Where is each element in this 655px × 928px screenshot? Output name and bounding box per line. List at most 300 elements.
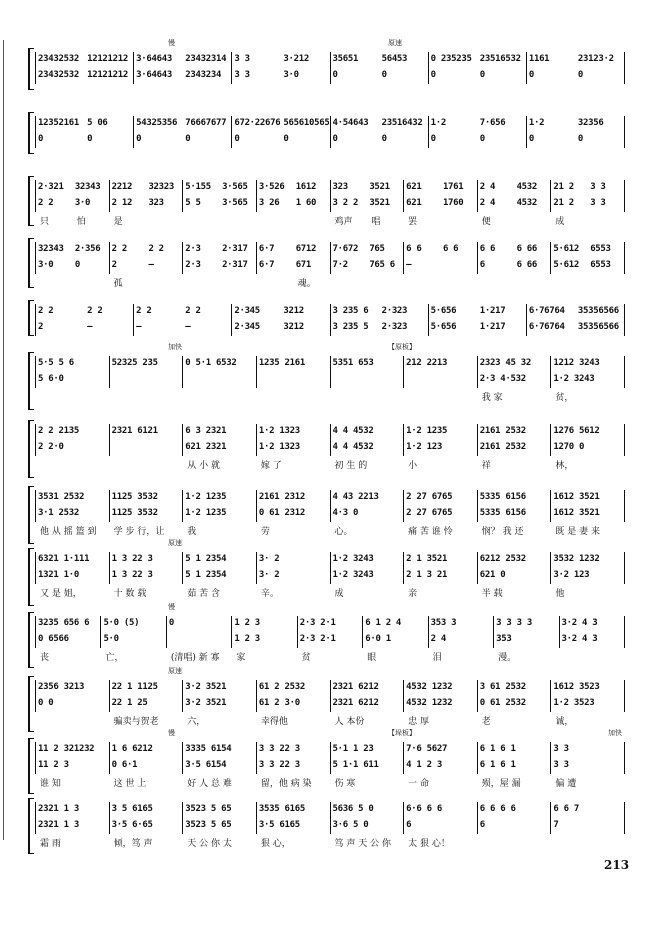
barline (330, 356, 331, 388)
barline (330, 680, 331, 712)
score-system (28, 667, 633, 732)
lyric-syllable: 初 生 的 (334, 461, 368, 471)
notation-cell: 3523 5 65 (185, 804, 232, 814)
notation-cell: — (87, 322, 93, 332)
notation-cell: 3 3 (590, 198, 606, 208)
notation-cell: 1·2 123 (406, 442, 442, 452)
notation-cell: 0 (74, 260, 80, 270)
barline (35, 242, 36, 274)
barline (428, 304, 429, 336)
barline (624, 304, 625, 336)
notation-cell: 35651 (332, 54, 359, 64)
notation-cell: 3·2 123 (553, 570, 590, 580)
barline (550, 424, 551, 456)
notation-cell: 6 6 6 6 (479, 804, 516, 814)
lyrics-line (36, 524, 633, 536)
notation-cell: 3·2 3521 (185, 682, 227, 692)
score-system (28, 176, 633, 226)
notation-cell: 3212 (283, 322, 304, 332)
notation-cell: 6 66 (516, 260, 538, 270)
lyrics-line (36, 776, 633, 788)
notation-cell: 5351 653 (332, 358, 374, 368)
notation-cell: 3 3 (234, 54, 250, 64)
notation-cell: 0 (332, 70, 338, 80)
lyric-syllable: 唱 (371, 217, 381, 227)
score-system (28, 112, 633, 154)
notation-cell: 2·356 (74, 244, 101, 254)
barline (35, 52, 36, 84)
barline (256, 680, 257, 712)
barline (624, 424, 625, 456)
barline (624, 742, 625, 774)
notation-cell: 5·612 (553, 260, 579, 270)
lyric-syllable: 人 本份 (334, 717, 365, 727)
lyric-syllable: 六， (187, 717, 206, 727)
notation-cell: 6 6 (442, 244, 459, 254)
barline (133, 116, 134, 148)
notation-cell: — (148, 260, 154, 270)
lyric-syllable: 眼 (367, 653, 377, 663)
notation-cell: 4 4 4532 (332, 426, 374, 436)
barline (109, 742, 110, 774)
notation-cell: 22 1 25 (111, 698, 148, 708)
notation-cell: 32356 (577, 118, 604, 128)
barline (330, 742, 331, 774)
notation-cell: 23516432 (381, 118, 423, 128)
notation-cell: 54325356 (136, 118, 178, 128)
notation-cell: 5 6·0 (38, 374, 64, 384)
lyric-syllable: 家 (236, 653, 246, 663)
notation-cell: 6553 (590, 260, 611, 270)
notation-cell: 4 1 2 3 (406, 760, 442, 770)
lyrics-line (36, 458, 633, 470)
notation-cell: 1760 (442, 198, 464, 208)
barline (403, 802, 404, 834)
barline (35, 304, 36, 336)
upper-staff (36, 804, 633, 818)
barline (550, 180, 551, 212)
notation-cell: 2 27 6765 (406, 508, 453, 518)
notation-cell: 2·321 (38, 182, 64, 192)
barline (330, 180, 331, 212)
upper-staff (36, 118, 633, 132)
notation-cell: — (185, 322, 191, 332)
lyric-syllable: 殒，屋 漏 (481, 779, 521, 789)
lyric-syllable: 漫。 (498, 653, 517, 663)
barline (182, 356, 183, 388)
barline (256, 552, 257, 584)
notation-cell: 1·2 (430, 118, 447, 128)
notation-cell: 0 (528, 134, 534, 144)
notation-cell: 3 3 3 3 (496, 618, 532, 628)
upper-staff (36, 426, 633, 440)
notation-cell: 5·656 (430, 306, 457, 316)
notation-cell: 5·0 (103, 634, 119, 644)
notation-cell: 3·0 (283, 70, 299, 80)
tempo-mark: 加快 (168, 343, 182, 351)
notation-cell: 61 2 3·0 (258, 698, 300, 708)
notation-cell: 6 (479, 820, 485, 830)
notation-cell: 5 06 (87, 118, 108, 128)
lyric-syllable: 我 家 (481, 393, 503, 403)
notation-cell: 0 (136, 134, 142, 144)
lyrics-line (36, 714, 633, 726)
barline (109, 490, 110, 522)
notation-cell: 2161 2312 (258, 492, 305, 502)
notation-cell: 3 5 6165 (111, 804, 153, 814)
barline (133, 304, 134, 336)
barline (330, 52, 331, 84)
notation-cell: 3·5 6165 (258, 820, 300, 830)
lyric-syllable: 心。 (334, 527, 353, 537)
notation-cell: 4532 (516, 198, 538, 208)
lower-staff (36, 698, 633, 712)
lyrics-line (36, 390, 633, 402)
system-bracket (28, 612, 34, 668)
barline (624, 242, 625, 274)
notation-cell: 2 2 (136, 306, 152, 316)
notation-cell: 3·64643 (136, 70, 172, 80)
barline (231, 116, 232, 148)
lyric-syllable: 他 从 摇 篮 到 (40, 527, 97, 537)
barline (624, 356, 625, 388)
notation-cell: 1·2 1235 (185, 508, 227, 518)
lyric-syllable: 魂。 (297, 279, 316, 289)
upper-staff (36, 358, 633, 372)
lower-staff (36, 260, 633, 274)
barline (493, 616, 494, 648)
notation-cell: 3235 656 6 (38, 618, 90, 628)
notation-cell: 0 0 (38, 698, 54, 708)
tempo-mark: 加快 (608, 729, 622, 737)
notation-cell: 0 (430, 134, 436, 144)
barline (550, 802, 551, 834)
barline (477, 742, 478, 774)
barline (330, 242, 331, 274)
system-bracket (28, 300, 34, 336)
notation-cell: 3 3 22 3 (258, 760, 300, 770)
upper-staff (36, 244, 633, 258)
notation-cell: 2356 3213 (38, 682, 85, 692)
notation-cell: 621 0 (479, 570, 506, 580)
barline (477, 242, 478, 274)
notation-cell: 1·2 1235 (406, 426, 448, 436)
notation-cell: 5·0 (5) (103, 618, 140, 628)
notation-cell: — (406, 260, 412, 270)
lyric-syllable: 劳 (260, 527, 270, 537)
notation-cell: 1·2 1323 (258, 442, 300, 452)
notation-cell: 353 3 (430, 618, 457, 628)
notation-cell: 0 (168, 618, 174, 628)
notation-cell: 672·22676 (234, 118, 281, 128)
barline (403, 552, 404, 584)
barline (330, 490, 331, 522)
upper-staff (36, 182, 633, 196)
system-bracket (28, 48, 34, 90)
lyric-syllable: 贫 (301, 653, 311, 663)
notation-cell: 3·0 (74, 198, 91, 208)
notation-cell: 6212 2532 (479, 554, 526, 564)
notation-cell: 12121212 (87, 54, 129, 64)
barline (256, 356, 257, 388)
barline (256, 242, 257, 274)
notation-cell: 2·3 4·532 (479, 374, 526, 384)
lyric-syllable: 偏 遭 (555, 779, 577, 789)
lyric-syllable: 笃 声 天 公 你 (334, 839, 391, 849)
barline (526, 52, 527, 84)
lyric-syllable: 学 步 行，让 (113, 527, 165, 537)
barline (477, 424, 478, 456)
notation-cell: 2·3 (185, 244, 201, 254)
barline (550, 742, 551, 774)
notation-cell: 0 (283, 134, 289, 144)
upper-staff (36, 744, 633, 758)
notation-cell: 323 (148, 198, 164, 208)
lyric-syllable: 我 (187, 527, 197, 537)
barline (403, 742, 404, 774)
barline (477, 680, 478, 712)
notation-cell: 3 3 (553, 744, 569, 754)
lyric-syllable: 辛。 (260, 589, 279, 599)
barline (477, 802, 478, 834)
notation-cell: 3523 5 65 (185, 820, 232, 830)
system-bracket (28, 176, 34, 226)
barline (403, 490, 404, 522)
notation-cell: 2 2 2135 (38, 426, 79, 436)
notation-cell: 2·345 (234, 306, 260, 316)
notation-cell: 3 2 2 (332, 198, 359, 208)
notation-cell: 1·2 1323 (258, 426, 300, 436)
barline (182, 802, 183, 834)
notation-cell: 621 (406, 198, 422, 208)
barline (526, 304, 527, 336)
lower-staff (36, 70, 633, 84)
barline (550, 490, 551, 522)
notation-cell: 3· 2 (258, 554, 280, 564)
notation-cell: 2 2 (38, 306, 54, 316)
notation-cell: 2321 1 3 (38, 820, 79, 830)
lower-staff (36, 442, 633, 456)
lower-staff (36, 820, 633, 834)
notation-cell: 3 3 (553, 760, 569, 770)
lyric-syllable: 茹 苦 含 (187, 589, 220, 599)
notation-cell: 6·6 6 6 (406, 804, 442, 814)
notation-cell: 0 (234, 134, 240, 144)
barline (624, 180, 625, 212)
barline (330, 424, 331, 456)
barline (109, 180, 110, 212)
notation-cell: 6 1 6 1 (479, 744, 516, 754)
lyric-syllable: 天 公 你 太 (187, 839, 232, 849)
barline (559, 616, 560, 648)
barline (166, 616, 167, 648)
system-bracket (28, 798, 34, 854)
notation-cell: 3 3 (590, 182, 606, 192)
score-system (28, 729, 633, 794)
notation-cell: 1276 5612 (553, 426, 600, 436)
notation-cell: 1321 1·0 (38, 570, 79, 580)
tempo-mark: 原速 (388, 39, 402, 47)
barline (109, 552, 110, 584)
barline (35, 680, 36, 712)
notation-cell: 565610565 (283, 118, 330, 128)
barline (550, 552, 551, 584)
notation-cell: 621 (406, 182, 422, 192)
notation-cell: 2321 1 3 (38, 804, 79, 814)
notation-cell: 6 6 7 (553, 804, 579, 814)
notation-cell: 0 (381, 70, 387, 80)
tempo-mark: 原速 (168, 539, 182, 547)
notation-cell: 2 2 (111, 244, 127, 254)
notation-cell: 3·0 (38, 260, 54, 270)
notation-cell: 76667677 (185, 118, 227, 128)
lyric-syllable: 十 数 载 (113, 589, 147, 599)
notation-cell: 3535 6165 (258, 804, 305, 814)
barline (35, 424, 36, 456)
lyric-syllable: 幸得他 (260, 717, 288, 727)
barline (550, 680, 551, 712)
barline (109, 356, 110, 388)
lyric-syllable: 又 是 姐， (40, 589, 82, 599)
notation-cell: 12352161 (38, 118, 79, 128)
notation-cell: 2 2 (38, 198, 54, 208)
notation-cell: 23123·2 (577, 54, 614, 64)
barline (35, 356, 36, 388)
barline (35, 742, 36, 774)
notation-cell: 0 (381, 134, 387, 144)
notation-cell: 1161 (528, 54, 550, 64)
notation-cell: 56453 (381, 54, 408, 64)
tempo-mark: 慢 (168, 39, 175, 47)
notation-cell: 2 4 (430, 634, 447, 644)
notation-cell: 3·212 (283, 54, 309, 64)
notation-cell: 7·656 (479, 118, 506, 128)
lower-staff (36, 760, 633, 774)
lyric-syllable: 丧 (40, 653, 50, 663)
notation-cell: 6·7 (258, 244, 275, 254)
upper-staff (36, 618, 633, 632)
notation-cell: 1235 2161 (258, 358, 305, 368)
notation-cell: 1212 3243 (553, 358, 600, 368)
notation-cell: 1 60 (295, 198, 317, 208)
lyric-syllable: 他 (555, 589, 565, 599)
notation-cell: 1·2 3523 (553, 698, 595, 708)
notation-cell: 0 61 2312 (258, 508, 305, 518)
upper-staff (36, 554, 633, 568)
barline (182, 552, 183, 584)
lyric-syllable: 狠 心， (260, 839, 291, 849)
notation-cell: 32343 (74, 182, 101, 192)
upper-staff (36, 492, 633, 506)
notation-cell: 4532 1232 (406, 698, 453, 708)
notation-cell: 765 (369, 244, 385, 254)
notation-cell: 2 1 3521 (406, 554, 448, 564)
tempo-mark: 【垛板】 (388, 729, 416, 737)
notation-cell: 0 (479, 134, 485, 144)
notation-cell: 0 (479, 70, 485, 80)
barline (428, 52, 429, 84)
notation-cell: 5·612 (553, 244, 579, 254)
barline (182, 424, 183, 456)
lyrics-line (36, 650, 633, 662)
notation-cell: 0 235235 (430, 54, 472, 64)
notation-cell: 3·1 2532 (38, 508, 79, 518)
notation-cell: 1·2 (528, 118, 545, 128)
notation-cell: 5·155 (185, 182, 211, 192)
notation-cell: 2·345 (234, 322, 260, 332)
page-number: 213 (604, 858, 630, 872)
notation-cell: 3·64643 (136, 54, 172, 64)
notation-cell: 6 6 (406, 244, 422, 254)
lyric-syllable: 小 (408, 461, 418, 471)
barline (550, 242, 551, 274)
notation-cell: 0 (87, 134, 93, 144)
barline (526, 116, 527, 148)
notation-cell: 3·565 (222, 182, 248, 192)
tempo-mark: 原速 (168, 667, 182, 675)
notation-cell: 6321 1·111 (38, 554, 90, 564)
notation-cell: 6553 (590, 244, 611, 254)
notation-cell: 323 (332, 182, 348, 192)
notation-cell: 1125 3532 (111, 492, 158, 502)
notation-cell: 5335 6156 (479, 492, 526, 502)
barline (256, 742, 257, 774)
lyric-syllable: 只 (40, 217, 50, 227)
notation-cell: 2 27 6765 (406, 492, 453, 502)
notation-cell: 2212 (111, 182, 133, 192)
barline (477, 490, 478, 522)
notation-cell: 1·217 (479, 306, 506, 316)
notation-cell: 3 235 5 (332, 322, 369, 332)
notation-cell: 6·76764 (528, 306, 565, 316)
score-system (28, 486, 633, 544)
barline (256, 424, 257, 456)
notation-cell: 2161 2532 (479, 426, 526, 436)
lyric-syllable: 半 载 (481, 589, 503, 599)
barline (109, 424, 110, 456)
tempo-mark: 慢 (168, 729, 175, 737)
notation-cell: — (136, 322, 142, 332)
notation-cell: 22 1 1125 (111, 682, 158, 692)
notation-cell: 212 2213 (406, 358, 448, 368)
notation-cell: 5·5 5 6 (38, 358, 74, 368)
barline (231, 304, 232, 336)
lyric-syllable: 嫁 了 (260, 461, 282, 471)
notation-cell: 6 66 (516, 244, 538, 254)
system-bracket (28, 548, 34, 606)
notation-cell: 7 (553, 820, 559, 830)
lyric-syllable: 泪 (432, 653, 442, 663)
notation-cell: 2·323 (381, 322, 408, 332)
notation-cell: 1270 0 (553, 442, 585, 452)
lyric-syllable: 祥 (481, 461, 491, 471)
notation-cell: 2161 2532 (479, 442, 526, 452)
notation-cell: 11 2 3 (38, 760, 69, 770)
barline (403, 356, 404, 388)
barline (403, 242, 404, 274)
barline (624, 116, 625, 148)
notation-cell: 2·317 (222, 244, 248, 254)
lyric-syllable: 怕 (76, 217, 86, 227)
notation-cell: 5 1 2354 (185, 570, 227, 580)
notation-cell: 6·7 (258, 260, 275, 270)
notation-cell: 2321 6121 (111, 426, 158, 436)
lyric-syllable: 罢 (408, 217, 418, 227)
notation-cell: 1125 3532 (111, 508, 158, 518)
lyric-syllable: 诚， (555, 717, 574, 727)
barline (624, 552, 625, 584)
notation-cell: 0 (577, 70, 584, 80)
